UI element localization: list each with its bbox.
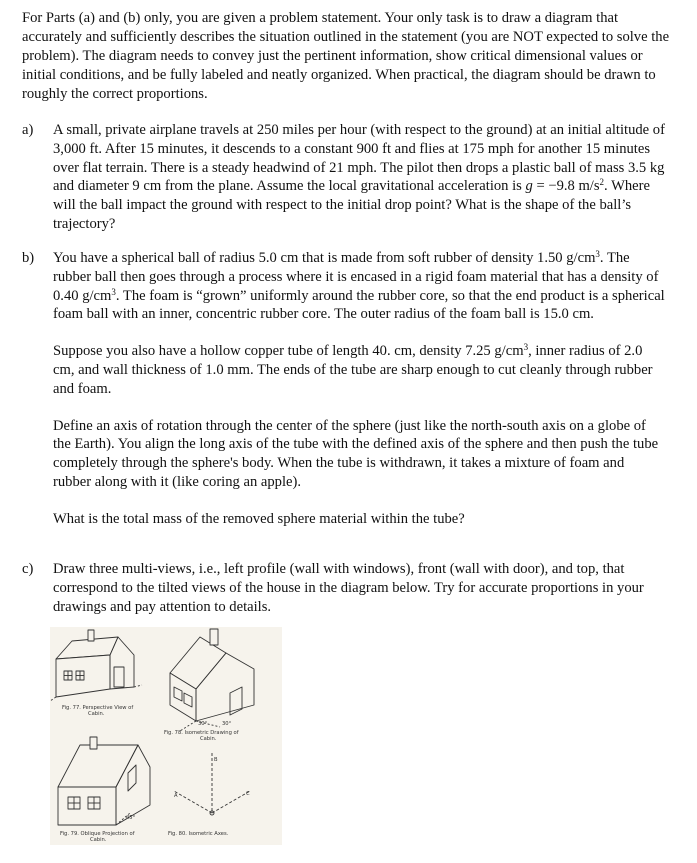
svg-text:Fig. 79. Oblique Projection o: Fig. 79. Oblique Projection of [60, 831, 135, 837]
oblique-cabin-drawing [58, 737, 150, 825]
svg-text:B: B [214, 757, 218, 763]
part-b-paragraph-4: What is the total mass of the removed sphere material within the tube? [53, 510, 465, 527]
part-b-paragraph-2: Suppose you also have a hollow copper tube of length 40. cm, density 7.25 $g/cm^3$, inner radius of 2.0 cm, and wall thickness of 1.0 mm. The ends of the tube are sharp enough to cut cleanly through rubber and foam. [53, 342, 653, 397]
svg-text:30°: 30° [198, 721, 208, 727]
isometric-axes-drawing [174, 753, 250, 815]
part-c [22, 560, 672, 616]
svg-text:Cabin.: Cabin. [90, 837, 107, 843]
svg-text:30°: 30° [222, 721, 232, 727]
svg-text:A: A [174, 793, 178, 799]
part-b-text [53, 249, 665, 529]
svg-text:Cabin.: Cabin. [88, 711, 105, 717]
part-c-text: Draw three multi-views, i.e., left profile (wall with windows), front (wall with door), and top, that correspond to the tilted views of the house in the diagram below. Try for accurate proportions in your drawings and pay attention to details. [53, 561, 644, 615]
svg-text:C: C [246, 791, 250, 797]
svg-text:Fig. 78. Isometric Drawing of: Fig. 78. Isometric Drawing of [164, 730, 239, 736]
part-b-label: b) [22, 250, 35, 266]
svg-text:Fig. 77. Perspective View of: Fig. 77. Perspective View of [62, 705, 134, 711]
part-b-paragraph-1: You have a spherical ball of radius 5.0 cm that is made from soft rubber of density 1.50 $g/cm^3$. The rubber ball then goes through a process where it is encased in a rigid foam material that has a density of 0.40 $g/cm^3$. The foam is “grown” uniformly around the rubber core, so that the end product is a spherical foam ball with an inner, concentric rubber core. The outer radius of the foam ball is 15.0 cm. [53, 249, 665, 323]
perspective-cabin-drawing [50, 630, 142, 701]
part-a-text: A small, private airplane travels at 250 miles per hour (with respect to the ground) at an initial altitude of 3,000 ft. After 15 minutes, it descends to a constant 900 ft and flies at 175 mph for another 15 minutes over flat terrain. There is a steady headwind of 21 mph. The pilot then drops a plastic ball of mass 3.5 kg and diameter 9 cm from the plane. Assume the local gravitational acceleration is g = −9.8 $m/s^2$. Where will the ball impact the ground with respect to the initial drop point? What is the shape of the ball’s trajectory? [53, 122, 665, 232]
part-a [22, 121, 672, 234]
part-c-label: c) [22, 561, 34, 577]
part-b-paragraph-3: Define an axis of rotation through the center of the sphere (just like the north-south axis on a globe of the Earth). You align the long axis of the tube with the defined axis of the sphere and then push the tube completely through the sphere's body. When the tube is withdrawn, it takes a mixture of foam and rubber along with it (like coring an apple). [53, 417, 659, 490]
part-b [22, 249, 672, 529]
part-a-label: a) [22, 122, 34, 138]
isometric-cabin-drawing [170, 629, 254, 731]
svg-text:Cabin.: Cabin. [200, 736, 217, 742]
cabin-figure [50, 627, 282, 845]
instructions-paragraph: For Parts (a) and (b) only, you are given a problem statement. Your only task is to draw a diagram that accurately and sufficiently describes the situation outlined in the statement (you are NOT expected to solve the problem). The diagram needs to convey just the pertinent information, show critical dimensional values or initial conditions, and be fully labeled and neatly organized. When practical, the diagram should be drawn to roughly the correct proportions. [22, 10, 670, 102]
svg-text:Fig. 80. Isometric Axes.: Fig. 80. Isometric Axes. [168, 831, 229, 837]
svg-text:45°: 45° [126, 815, 136, 821]
